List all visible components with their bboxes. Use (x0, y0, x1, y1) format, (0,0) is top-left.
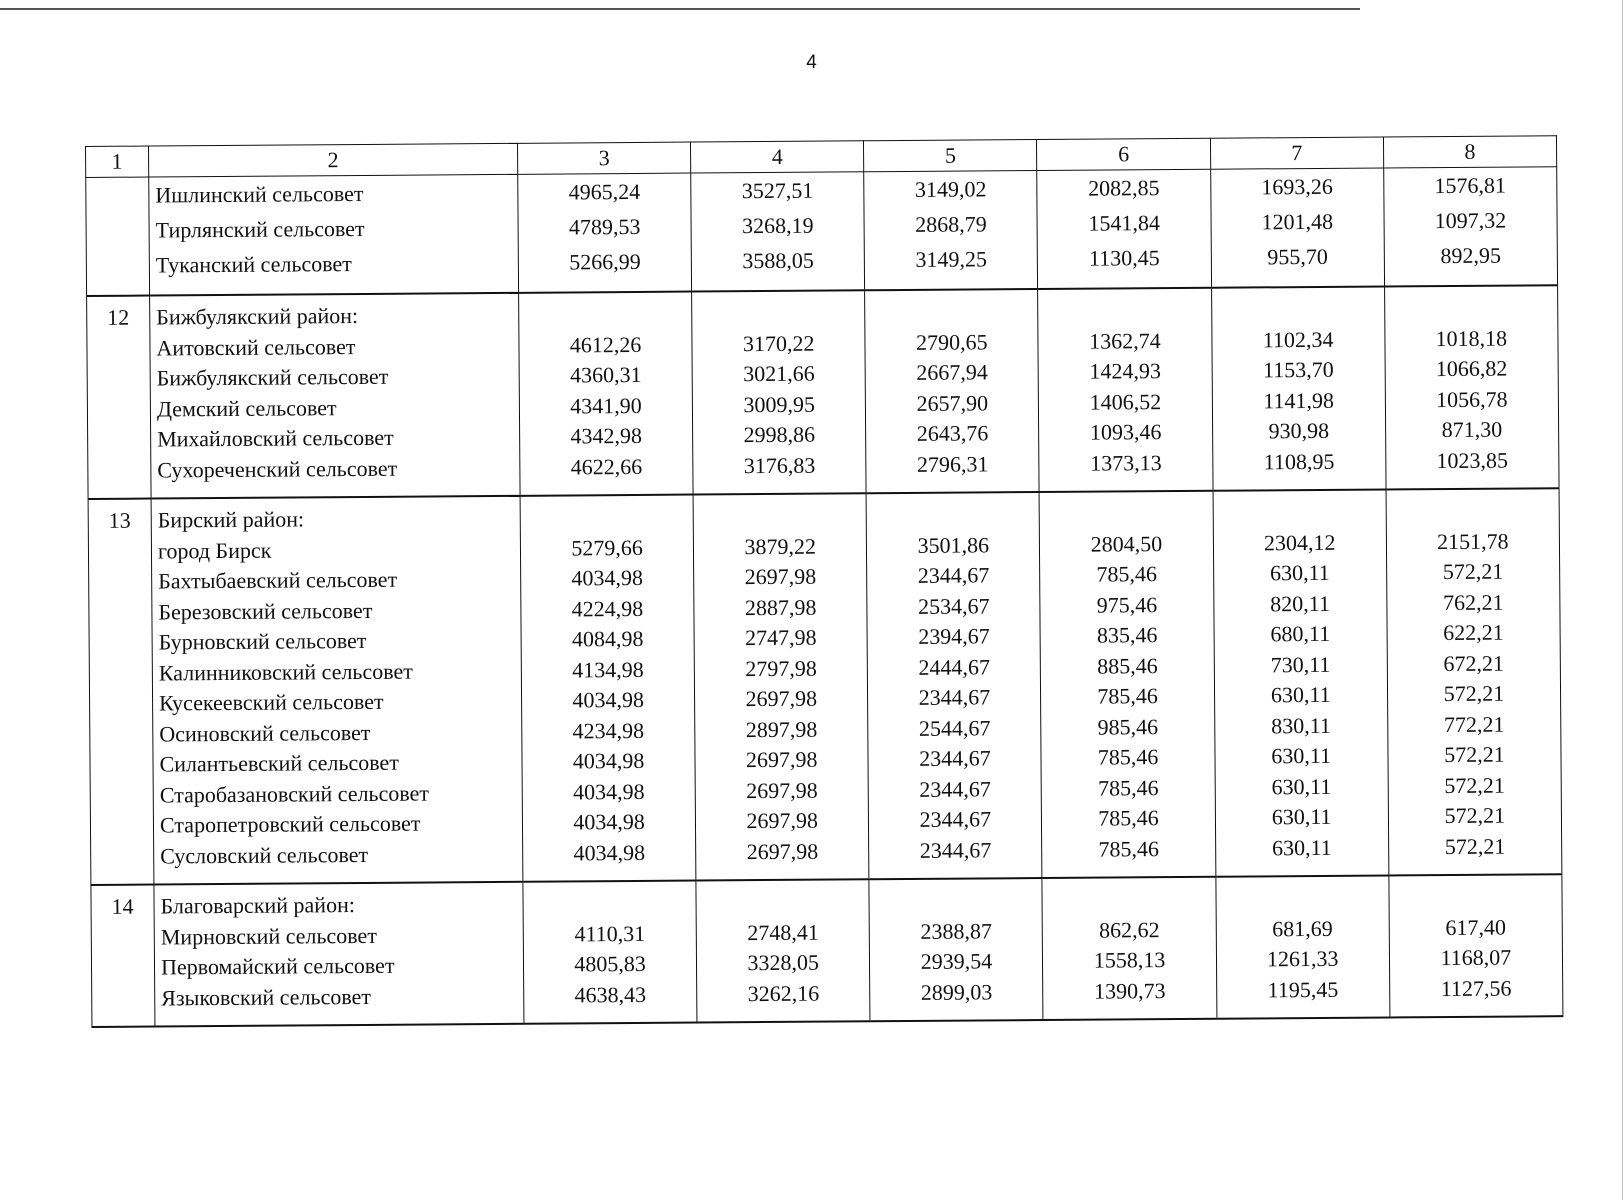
value-cell: 4789,53 (568, 213, 641, 240)
value-cell: 1576,81 (1434, 172, 1507, 199)
value-cell: 4612,26 (569, 331, 642, 357)
value-cell: 3149,02 (914, 176, 987, 202)
spacer (1212, 293, 1384, 325)
value-cell: 2887,98 (744, 594, 817, 620)
value-cell: 4341,90 (570, 392, 642, 418)
spacer (692, 297, 864, 329)
council-name: Кусекеевский сельсовет (158, 688, 384, 716)
value-cell: 4622,66 (570, 453, 643, 479)
value-cell: 572,21 (1443, 680, 1505, 707)
council-name: Калинниковский сельсовет (158, 658, 413, 685)
value-cell: 4805,83 (574, 950, 646, 977)
value-cell: 885,46 (1097, 652, 1158, 679)
value-cell: 1390,73 (1093, 977, 1166, 1004)
value-cell: 617,40 (1445, 914, 1506, 940)
council-name: Бурновский сельсовет (158, 627, 367, 655)
value-cell: 1195,45 (1267, 976, 1339, 1002)
value-cell: 681,69 (1272, 915, 1333, 941)
value-cell: 871,30 (1441, 416, 1503, 443)
value-column-7 (1213, 489, 1389, 876)
value-cell: 4234,98 (572, 717, 645, 743)
group-number-text: 14 (111, 893, 134, 919)
council-name: Старопетровский сельсовет (159, 810, 421, 838)
value-cell: 630,11 (1271, 742, 1332, 769)
group-number (87, 296, 151, 499)
value-cell: 4034,98 (573, 839, 646, 865)
value-cell: 2082,85 (1088, 175, 1160, 201)
value-cell: 5266,99 (569, 248, 641, 275)
council-name: Демский сельсовет (156, 394, 337, 421)
value-cell: 2697,98 (745, 685, 818, 712)
council-name: Мирновский сельсовет (160, 922, 377, 949)
page-number: 4 (806, 52, 817, 73)
value-cell: 2748,41 (747, 919, 819, 945)
value-cell: 2394,67 (918, 623, 990, 649)
value-cell: 892,95 (1440, 242, 1502, 269)
spacer (1213, 496, 1385, 528)
value-cell: 4134,98 (572, 656, 644, 682)
value-cell: 2344,67 (919, 775, 991, 802)
group-names (151, 496, 523, 885)
value-cell: 772,21 (1443, 711, 1505, 737)
value-cell: 4360,31 (569, 361, 642, 388)
value-cell: 2939,54 (920, 948, 993, 974)
value-column-8 (1389, 874, 1563, 1017)
value-cell: 2344,67 (917, 562, 990, 588)
value-column-5 (864, 171, 1038, 291)
value-cell: 4034,98 (572, 778, 645, 804)
value-cell: 1406,52 (1089, 388, 1162, 415)
value-cell: 630,11 (1270, 681, 1331, 708)
value-cell: 4224,98 (571, 595, 644, 621)
value-cell: 785,46 (1098, 805, 1159, 831)
value-column-8 (1384, 285, 1559, 489)
value-column-7 (1210, 168, 1384, 288)
header-cell-1: 1 (86, 146, 149, 177)
value-cell: 975,46 (1096, 591, 1158, 618)
value-cell: 2534,67 (917, 592, 990, 619)
group-number (88, 499, 154, 885)
value-cell: 2388,87 (920, 917, 993, 944)
value-column-6 (1038, 288, 1213, 492)
value-cell: 1066,82 (1435, 355, 1508, 382)
council-name: Старобазановский сельсовет (159, 779, 430, 807)
spacer (694, 500, 866, 532)
value-cell: 1093,46 (1089, 419, 1162, 445)
value-cell: 1424,93 (1089, 358, 1162, 384)
council-name: Языковский сельсовет (161, 983, 372, 1010)
value-cell: 785,46 (1097, 744, 1159, 770)
spacer (697, 886, 869, 918)
header-cell-7: 7 (1210, 137, 1383, 169)
value-cell: 630,11 (1271, 773, 1332, 799)
value-column-3 (523, 881, 697, 1024)
value-cell: 930,98 (1268, 417, 1330, 444)
value-column-6 (1040, 491, 1216, 878)
council-name: Бижбулякский сельсовет (156, 363, 389, 391)
value-cell: 1023,85 (1436, 447, 1509, 473)
spacer (523, 888, 695, 920)
value-cell: 630,11 (1269, 559, 1330, 586)
value-cell: 3021,66 (743, 360, 815, 387)
value-column-6 (1042, 877, 1216, 1020)
table-row-group (91, 874, 1563, 1027)
value-column-8 (1383, 167, 1557, 287)
value-column-4 (693, 493, 869, 880)
value-column-8 (1386, 488, 1562, 875)
value-cell: 1373,13 (1090, 449, 1162, 476)
group-number (86, 177, 150, 296)
group-names (154, 882, 524, 1027)
value-column-3 (519, 292, 694, 496)
value-cell: 2697,98 (746, 807, 819, 834)
spacer (867, 499, 1039, 531)
value-column-4 (692, 290, 867, 494)
value-cell: 2868,79 (915, 211, 987, 237)
table-body (86, 167, 1563, 1027)
value-column-4 (696, 879, 870, 1022)
value-cell: 3149,25 (915, 246, 988, 272)
value-cell: 2344,67 (918, 684, 991, 710)
value-cell: 2796,31 (916, 450, 989, 477)
value-column-5 (866, 492, 1042, 879)
value-column-5 (865, 289, 1040, 493)
header-cell-3: 3 (517, 142, 690, 174)
value-cell: 1102,34 (1262, 326, 1334, 352)
value-column-3 (520, 495, 696, 882)
spacer (1043, 884, 1215, 916)
value-cell: 4034,98 (572, 686, 644, 713)
value-cell: 4638,43 (574, 981, 647, 1007)
value-cell: 1108,95 (1263, 448, 1335, 474)
value-cell: 1168,07 (1440, 944, 1512, 971)
value-cell: 4034,98 (571, 564, 644, 591)
group-number-text: 13 (108, 507, 131, 533)
value-cell: 2667,94 (916, 359, 988, 385)
spacer (519, 299, 691, 331)
value-cell: 785,46 (1097, 683, 1158, 709)
value-cell: 2304,12 (1263, 529, 1336, 555)
value-cell: 3170,22 (742, 330, 815, 356)
value-cell: 3176,83 (743, 452, 816, 478)
value-cell: 1097,32 (1434, 207, 1507, 234)
value-cell: 680,11 (1270, 620, 1331, 647)
value-column-7 (1216, 875, 1390, 1018)
value-cell: 572,21 (1444, 833, 1506, 859)
value-cell: 2643,76 (916, 420, 989, 446)
value-cell: 4342,98 (570, 422, 643, 449)
data-table (85, 135, 1563, 1028)
council-name: Туканский сельсовет (155, 251, 352, 278)
group-names (150, 293, 520, 499)
value-cell: 955,70 (1267, 243, 1328, 270)
header-cell-4: 4 (691, 141, 864, 173)
value-cell: 3268,19 (741, 212, 814, 239)
group-number-text: 12 (107, 304, 130, 330)
value-cell: 762,21 (1442, 589, 1504, 615)
value-cell: 4034,98 (572, 747, 645, 774)
value-cell: 4034,98 (573, 808, 645, 835)
value-cell: 1056,78 (1435, 386, 1508, 412)
value-cell: 4965,24 (568, 178, 641, 205)
value-column-4 (691, 172, 865, 292)
value-cell: 785,46 (1097, 774, 1159, 801)
district-title: Благоварский район: (160, 892, 356, 919)
value-cell: 3527,51 (741, 177, 814, 204)
value-cell: 730,11 (1270, 651, 1331, 677)
value-cell: 835,46 (1096, 622, 1158, 648)
value-cell: 622,21 (1443, 619, 1504, 646)
district-title: Бирский район: (157, 506, 305, 533)
value-column-7 (1211, 286, 1386, 490)
spacer (1385, 292, 1557, 324)
header-cell-8: 8 (1383, 136, 1556, 168)
header-cell-5: 5 (864, 140, 1037, 172)
value-cell: 2797,98 (745, 655, 817, 681)
value-cell: 2897,98 (745, 716, 818, 742)
value-cell: 1558,13 (1093, 947, 1166, 973)
value-cell: 1018,18 (1435, 325, 1508, 351)
value-cell: 1362,74 (1089, 327, 1161, 354)
council-name: Ишлинский сельсовет (155, 180, 364, 208)
value-column-6 (1037, 169, 1211, 289)
value-cell: 2344,67 (919, 836, 992, 863)
value-cell: 2544,67 (918, 714, 991, 741)
value-column-5 (869, 878, 1043, 1021)
value-cell: 4084,98 (571, 625, 644, 652)
value-cell: 3879,22 (744, 533, 817, 559)
value-cell: 2804,50 (1090, 530, 1163, 557)
value-cell: 3262,16 (747, 980, 820, 1006)
value-cell: 2444,67 (918, 653, 991, 680)
value-cell: 2747,98 (745, 624, 817, 651)
value-cell: 572,21 (1442, 558, 1504, 585)
value-cell: 1130,45 (1088, 245, 1160, 271)
value-cell: 572,21 (1444, 772, 1505, 798)
table-row-group (87, 285, 1559, 499)
value-cell: 2344,67 (919, 806, 992, 832)
value-cell: 1153,70 (1262, 356, 1334, 383)
value-cell: 630,11 (1271, 834, 1332, 860)
value-cell: 572,21 (1444, 802, 1506, 829)
council-name: Бахтыбаевский сельсовет (158, 566, 398, 594)
value-cell: 2151,78 (1436, 528, 1509, 554)
value-cell: 3328,05 (747, 949, 820, 976)
council-name: Тирлянский сельсовет (155, 215, 365, 243)
value-cell: 630,11 (1271, 803, 1332, 830)
group-number (91, 885, 155, 1027)
header-cell-2: 2 (149, 143, 518, 177)
spacer (1216, 882, 1388, 914)
group-number-text (86, 184, 148, 215)
council-name: Сухореченский сельсовет (157, 455, 398, 482)
value-cell: 2790,65 (916, 328, 988, 355)
spacer (521, 502, 693, 534)
value-cell: 862,62 (1098, 916, 1160, 943)
spacer (1040, 498, 1212, 530)
value-cell: 2697,98 (745, 746, 818, 773)
value-cell: 672,21 (1443, 650, 1505, 676)
value-cell: 5279,66 (571, 534, 643, 560)
scan-edge-line (0, 8, 1360, 10)
value-cell: 2697,98 (744, 563, 817, 590)
value-cell: 1541,84 (1088, 210, 1160, 236)
spacer (1039, 295, 1211, 327)
value-cell: 985,46 (1097, 713, 1159, 740)
group-names (149, 174, 519, 295)
district-title: Бижбулякский район: (156, 303, 359, 330)
value-cell: 1693,26 (1261, 173, 1333, 200)
value-cell: 3009,95 (743, 391, 815, 417)
value-cell: 830,11 (1271, 712, 1331, 738)
header-cell-6: 6 (1037, 138, 1210, 170)
value-cell: 4110,31 (574, 920, 646, 946)
spacer (865, 296, 1037, 328)
spacer (1389, 881, 1561, 913)
value-cell: 3501,86 (917, 531, 990, 558)
council-name: Сусловский сельсовет (160, 841, 369, 868)
spacer (1386, 495, 1558, 527)
value-cell: 2697,98 (746, 777, 818, 803)
table-row-group (86, 167, 1558, 296)
value-column-3 (518, 173, 692, 293)
value-cell: 2899,03 (920, 978, 993, 1005)
council-name: Михайловский сельсовет (157, 424, 394, 452)
council-name: Первомайский сельсовет (160, 952, 395, 980)
council-name: Аитовский сельсовет (156, 333, 356, 360)
value-cell: 1127,56 (1440, 975, 1512, 1001)
table-row-group (88, 488, 1562, 885)
value-cell: 1201,48 (1261, 208, 1334, 235)
spacer (870, 885, 1042, 917)
value-cell: 785,46 (1098, 835, 1160, 862)
council-name: Березовский сельсовет (158, 597, 373, 624)
council-name: город Бирск (157, 537, 272, 563)
value-cell: 1141,98 (1263, 387, 1335, 413)
value-cell: 3588,05 (742, 247, 814, 274)
value-cell: 572,21 (1444, 741, 1505, 768)
value-cell: 2344,67 (919, 745, 991, 771)
value-cell: 2657,90 (916, 389, 989, 416)
council-name: Силантьевский сельсовет (159, 749, 399, 777)
value-cell: 1261,33 (1266, 945, 1339, 972)
value-cell: 2697,98 (746, 838, 819, 864)
value-cell: 785,46 (1096, 561, 1158, 587)
value-cell: 820,11 (1270, 590, 1331, 616)
value-cell: 2998,86 (743, 421, 816, 448)
council-name: Осиновский сельсовет (159, 719, 371, 746)
